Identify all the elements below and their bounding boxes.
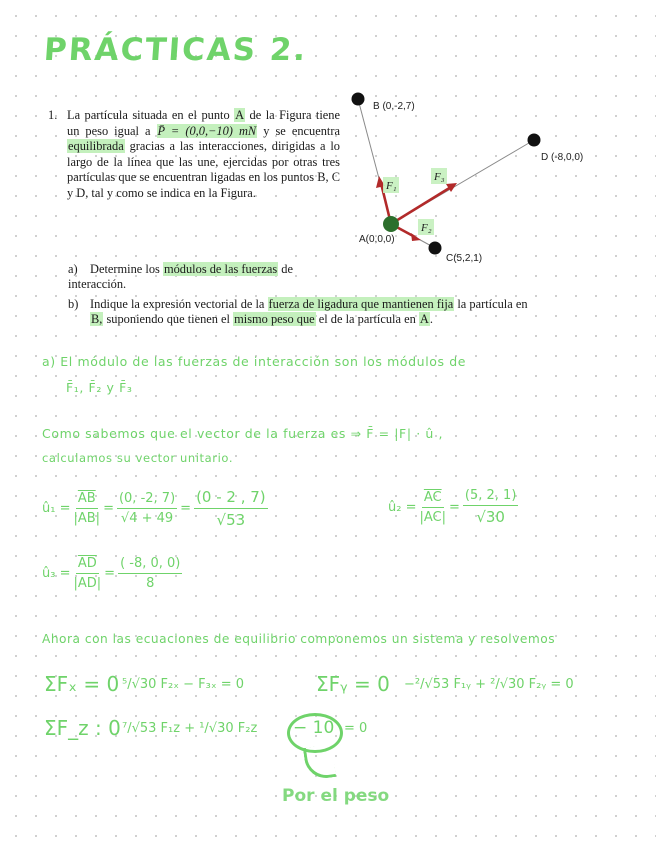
note-line-1: a) El módulo de las fuerzas de interacción son los módulos de — [42, 354, 467, 369]
annotation-por-el-peso: Por el peso — [282, 786, 390, 806]
label-d: D (-8,0,0) — [541, 152, 584, 163]
point-a — [383, 216, 399, 232]
eq-fy-body: −²/√53 F₁ᵧ + ²/√30 F₂ᵧ = 0 — [404, 677, 574, 692]
label-c: C(5,2,1) — [446, 253, 483, 264]
unit-vector-u1: û₁ = $\frac{\overline{AB}}{|AB|}$ = $\frac{(0, -2, 7)}{√4 + 49}$ = $\frac{(0 - 2 , 7)}{√53}$ — [42, 488, 266, 529]
note-line-5: Ahora con las ecuaciones de equilibrio componemos un sistema y resolvemos — [42, 632, 556, 646]
unit-vector-u3: û₃ = $\frac{\overline{AD}}{|AD|}$ = $\frac{( -8, 0, 0)}{8}$ — [42, 556, 181, 591]
label-f3: F₃ — [434, 171, 445, 183]
highlight-modulos: módulos de las fuerzas — [163, 262, 278, 276]
label-f1: F₁ — [386, 180, 397, 192]
part-a: a) Determine los módulos de las fuerzas de interacción. — [68, 262, 293, 291]
eq-sum-fz: ΣF_z : 0 — [44, 716, 121, 740]
eq-fx-body: ⁵/√30 F₂ₓ − F₃ₓ = 0 — [122, 677, 245, 692]
page-title: PRÁCTICAS 2. — [42, 32, 309, 68]
weight-vector: P̄ = (0,0,−10) mN — [157, 123, 257, 138]
highlight-equilibrada: equilibrada — [68, 139, 124, 154]
part-b: b) Indique la expresión vectorial de la fuerza de ligadura que mantienen fija la partícula en B, suponiendo que tienen el mismo peso que el de la partícula en A. — [68, 297, 528, 326]
annotation-arrow — [303, 744, 336, 781]
eq-fz-body: ⁷/√53 F₁z + ¹/√30 F₂z — [122, 721, 258, 736]
note-line-4: calculamos su vector unitario. — [42, 451, 234, 465]
problem-text: La partícula situada en el punto A de la Figura tiene un peso igual a P̄ = (0,0,−10) mN y se encuentra equilibrada gracias a las interacciones, dirigidas a lo largo de la línea que las une, ejercidas por otras tres partículas que se encuentran ligadas en los puntos B, C y D, tal y como se indica en la Figura. — [67, 108, 340, 200]
label-b: B (0,-2,7) — [373, 101, 415, 112]
eq-fz-equals: = 0 — [344, 721, 368, 736]
highlight-point-a: A — [235, 108, 245, 122]
problem-number: 1. — [48, 108, 58, 122]
label-f2: F₂ — [421, 222, 432, 234]
eq-fz-weight: − 10 — [293, 718, 335, 738]
label-a: A(0,0,0) — [359, 234, 395, 245]
point-d — [528, 134, 541, 147]
point-b — [352, 93, 365, 106]
note-line-3: Como sabemos que el vector de la fuerza es ⇒ F̄ = |F| · û , — [42, 426, 444, 441]
note-line-2: F̄₁, F̄₂ y F̄₃ — [66, 380, 133, 395]
eq-sum-fx: ΣFₓ = 0 — [44, 672, 120, 696]
problem-statement — [48, 108, 340, 202]
eq-sum-fy: ΣFᵧ = 0 — [316, 672, 390, 696]
unit-vector-u2: û₂ = $\frac{\overline{AC}}{|AC|}$ = $\frac{(5, 2, 1)}{√30}$ — [388, 488, 517, 526]
point-c — [429, 242, 442, 255]
force-diagram — [345, 88, 615, 273]
